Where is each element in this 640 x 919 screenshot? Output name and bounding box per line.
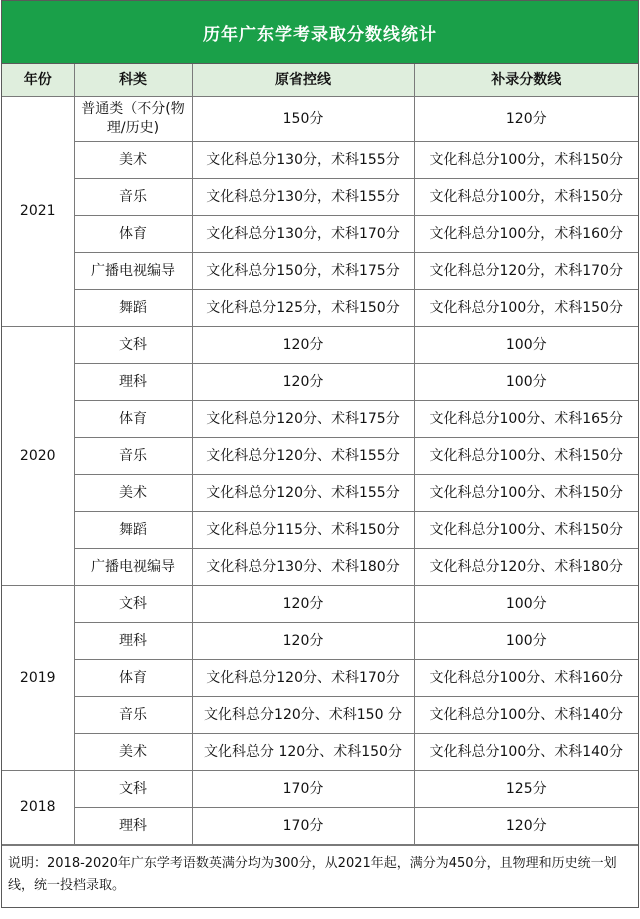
supplement-cell: 文化科总分100分，术科160分 — [414, 216, 638, 253]
year-cell: 2021 — [2, 97, 74, 327]
supplement-cell: 100分 — [414, 586, 638, 623]
subject-cell: 音乐 — [74, 179, 192, 216]
supplement-cell: 文化科总分120分、术科180分 — [414, 549, 638, 586]
subject-cell: 美术 — [74, 734, 192, 771]
subject-cell: 文科 — [74, 327, 192, 364]
original-cell: 文化科总分120分、术科155分 — [192, 475, 414, 512]
table-row — [2, 586, 638, 623]
original-cell: 文化科总分115分、术科150分 — [192, 512, 414, 549]
table-row — [2, 660, 638, 697]
original-cell: 120分 — [192, 623, 414, 660]
original-cell: 120分 — [192, 364, 414, 401]
original-cell: 文化科总分150分，术科175分 — [192, 253, 414, 290]
subject-cell: 文科 — [74, 771, 192, 808]
supplement-cell: 文化科总分100分，术科150分 — [414, 142, 638, 179]
supplement-cell: 文化科总分100分，术科150分 — [414, 290, 638, 327]
supplement-cell: 100分 — [414, 327, 638, 364]
supplement-cell: 文化科总分100分、术科150分 — [414, 512, 638, 549]
subject-cell: 美术 — [74, 475, 192, 512]
supplement-cell: 100分 — [414, 364, 638, 401]
table-row — [2, 327, 638, 364]
table-row — [2, 97, 638, 142]
supplement-cell: 文化科总分100分、术科140分 — [414, 697, 638, 734]
original-cell: 120分 — [192, 586, 414, 623]
table-row — [2, 623, 638, 660]
table-row — [2, 142, 638, 179]
table-row — [2, 549, 638, 586]
table-body — [2, 97, 638, 845]
supplement-cell: 文化科总分100分、术科165分 — [414, 401, 638, 438]
supplement-cell: 120分 — [414, 97, 638, 142]
subject-cell: 广播电视编导 — [74, 549, 192, 586]
subject-cell: 体育 — [74, 660, 192, 697]
original-cell: 文化科总分120分、术科170分 — [192, 660, 414, 697]
table-row — [2, 253, 638, 290]
table-row — [2, 290, 638, 327]
score-table-sheet — [1, 0, 639, 908]
original-cell: 文化科总分125分，术科150分 — [192, 290, 414, 327]
header-row — [2, 64, 638, 97]
subject-cell: 音乐 — [74, 697, 192, 734]
header-year: 年份 — [2, 64, 74, 97]
table-row — [2, 179, 638, 216]
table-row — [2, 808, 638, 845]
table-row — [2, 771, 638, 808]
supplement-cell: 文化科总分120分，术科170分 — [414, 253, 638, 290]
supplement-cell: 文化科总分100分、术科150分 — [414, 475, 638, 512]
supplement-cell: 文化科总分100分、术科140分 — [414, 734, 638, 771]
original-cell: 文化科总分130分，术科155分 — [192, 142, 414, 179]
subject-cell: 美术 — [74, 142, 192, 179]
supplement-cell: 文化科总分100分、术科150分 — [414, 438, 638, 475]
subject-cell: 音乐 — [74, 438, 192, 475]
subject-cell: 体育 — [74, 216, 192, 253]
subject-cell: 文科 — [74, 586, 192, 623]
supplement-cell: 文化科总分100分，术科150分 — [414, 179, 638, 216]
subject-cell: 理科 — [74, 364, 192, 401]
subject-cell: 广播电视编导 — [74, 253, 192, 290]
supplement-cell: 文化科总分100分、术科160分 — [414, 660, 638, 697]
subject-cell: 舞蹈 — [74, 290, 192, 327]
original-cell: 120分 — [192, 327, 414, 364]
subject-cell: 普通类（不分(物理/历史) — [74, 97, 192, 142]
original-cell: 文化科总分130分、术科180分 — [192, 549, 414, 586]
original-cell: 170分 — [192, 771, 414, 808]
original-cell: 文化科总分120分、术科175分 — [192, 401, 414, 438]
header-original-line: 原省控线 — [192, 64, 414, 97]
original-cell: 文化科总分130分，术科155分 — [192, 179, 414, 216]
footnote: 说明：2018-2020年广东学考语数英满分均为300分，从2021年起，满分为450分，且物理和历史统一划线，统一投档录取。 — [2, 845, 638, 907]
original-cell: 文化科总分120分、术科155分 — [192, 438, 414, 475]
supplement-cell: 120分 — [414, 808, 638, 845]
table-row — [2, 401, 638, 438]
table-row — [2, 697, 638, 734]
table-row — [2, 216, 638, 253]
table-row — [2, 512, 638, 549]
original-cell: 文化科总分 120分、术科150分 — [192, 734, 414, 771]
original-cell: 150分 — [192, 97, 414, 142]
table-row — [2, 364, 638, 401]
supplement-cell: 100分 — [414, 623, 638, 660]
subject-cell: 体育 — [74, 401, 192, 438]
subject-cell: 理科 — [74, 623, 192, 660]
header-supplement-line: 补录分数线 — [414, 64, 638, 97]
subject-cell: 舞蹈 — [74, 512, 192, 549]
table-row — [2, 475, 638, 512]
table-row — [2, 438, 638, 475]
header-subject: 科类 — [74, 64, 192, 97]
table-title: 历年广东学考录取分数线统计 — [2, 1, 638, 64]
table-row — [2, 734, 638, 771]
supplement-cell: 125分 — [414, 771, 638, 808]
original-cell: 文化科总分130分，术科170分 — [192, 216, 414, 253]
score-table — [2, 64, 638, 845]
original-cell: 文化科总分120分、术科150 分 — [192, 697, 414, 734]
original-cell: 170分 — [192, 808, 414, 845]
year-cell: 2018 — [2, 771, 74, 845]
year-cell: 2019 — [2, 586, 74, 771]
subject-cell: 理科 — [74, 808, 192, 845]
year-cell: 2020 — [2, 327, 74, 586]
